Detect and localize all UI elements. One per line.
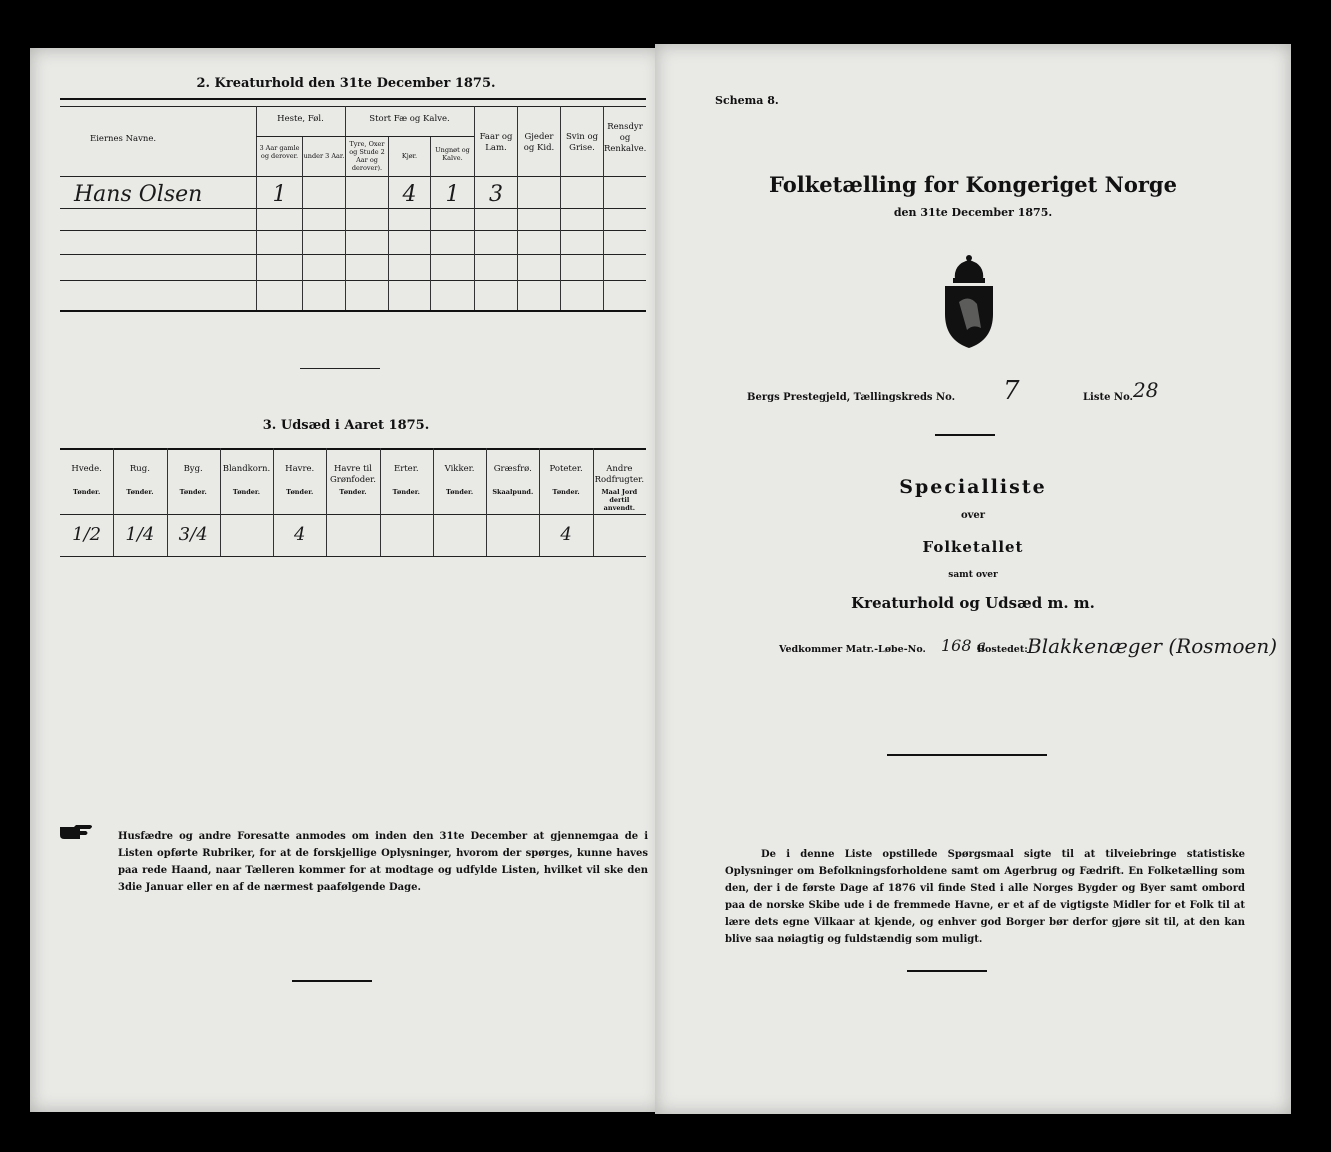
section3-title: 3. Udsæd i Aaret 1875.: [262, 418, 430, 433]
separator: [292, 980, 372, 982]
table3-value: 1/2: [72, 524, 102, 545]
table3-value: 3/4: [178, 524, 208, 545]
separator: [300, 368, 380, 369]
header-reindeer: Rensdyr og Renkalve.: [604, 122, 647, 154]
parish-label: Bergs Prestegjeld, Tællingskreds No.: [747, 392, 956, 403]
table3-bottom-rule: [60, 556, 646, 557]
table2-sub-rule: [345, 136, 474, 137]
table3-unit: Tønder.: [286, 488, 314, 496]
matr-number: 168 a: [941, 636, 987, 655]
header-cattle: Stort Fæ og Kalve.: [369, 114, 450, 124]
right-page: [655, 44, 1291, 1114]
horses-value: 1: [272, 182, 287, 207]
table3-value: 1/4: [125, 524, 155, 545]
liste-label: Liste No.: [1083, 392, 1134, 403]
table3-unit: Tønder.: [445, 488, 474, 496]
header-horses-sub1: 3 Aar gamle og derover.: [259, 144, 300, 160]
bosted-label: Bostedet:: [977, 644, 1028, 655]
header-horses: Heste, Føl.: [277, 114, 324, 124]
intro-text: De i denne Liste opstillede Spørgsmaal sigte til at tilveiebringe statistiske Oplysninger om Befolkningsforholdene samt om Agerbrug og Fædrift. En Folketælling som den, der i de første Dage af 1876 vil finde Sted i alle Norges Bygder og Byer samt ombord paa de norske Skibe ude i de fremmede Havne, er et af de vigtigste Midler for et Folk til at lære dets egne Vilkaar at kjende, og enhver god Borger bør derfor gjøre sit til, at den kan blive saa nøiagtig og fuldstændig som muligt.: [725, 849, 1245, 945]
header-cattle-sub2: Kjør.: [401, 152, 418, 160]
kreds-number: 7: [1003, 376, 1020, 406]
header-owner: Eiernes Navne.: [90, 134, 157, 144]
coat-of-arms-icon: [937, 254, 1001, 350]
liste-number: 28: [1133, 378, 1159, 402]
table2-row-rule: [60, 230, 646, 231]
table2-row-rule: [60, 280, 646, 281]
table3-value: 4: [560, 524, 572, 545]
notice-text: Husfædre og andre Foresatte anmodes om inden den 31te December at gjennemgaa de i Listen opførte Rubriker, for at de forskjellige Oplysninger, hvorom der spørges, kunne haves paa rede Haand, naar Tælleren kommer for at modtage og udfylde Listen, hvilket vil ske den 3die Januar eller en af de nærmest paafølgende Dage.: [118, 831, 648, 893]
table3-header: Havre til Grønfoder.: [329, 464, 376, 485]
header-cattle-sub1: Tyre, Oxer og Stude 2 Aar og derover).: [349, 140, 385, 172]
table3-header: Blandkorn.: [222, 464, 271, 474]
owner-name: Hans Olsen: [74, 182, 203, 207]
left-page: [30, 48, 662, 1112]
table3-unit: Tønder.: [73, 488, 101, 496]
table2-sub-rule: [256, 136, 345, 137]
table3-header: Vikker.: [444, 464, 475, 474]
folketallet-label: Folketallet: [922, 538, 1024, 556]
table3-unit: Tønder.: [126, 488, 154, 496]
separator: [907, 970, 987, 972]
separator: [935, 434, 995, 436]
table3-value: 4: [293, 524, 306, 545]
table2-bottom-rule: [60, 310, 646, 312]
table3-header: Byg.: [183, 464, 203, 474]
subtitle: den 31te December 1875.: [893, 206, 1053, 219]
table3-unit: Tønder.: [552, 488, 580, 496]
table2-col-line: [302, 136, 303, 310]
table3-unit: Tønder.: [232, 488, 261, 496]
table2-col-line: [388, 136, 389, 310]
bosted-value: Blakkenæger (Rosmoen): [1027, 634, 1278, 658]
table3-unit: Maal Jord dertil anvendt.: [601, 488, 638, 512]
table3-header: Græsfrø.: [493, 464, 532, 474]
table2-top-rule2: [60, 106, 646, 107]
table3-header: Poteter.: [549, 464, 583, 474]
header-cattle-sub3: Ungnøt og Kalve.: [435, 146, 470, 162]
header-sheep: Faar og Lam.: [479, 132, 513, 153]
table3-unit: Tønder.: [179, 488, 207, 496]
header-goats: Gjeder og Kid.: [523, 132, 555, 153]
section2-title: 2. Kreaturhold den 31te December 1875.: [196, 76, 496, 91]
matr-label: Vedkommer Matr.-Løbe-No.: [779, 644, 926, 655]
kreaturhold-label: Kreaturhold og Udsæd m. m.: [851, 594, 1095, 612]
table3-header: Rug.: [129, 464, 150, 474]
table2-header-rule: [60, 176, 646, 177]
samt-over-label: samt over: [948, 570, 998, 580]
table3-unit: Tønder.: [392, 488, 420, 496]
table3-unit: Tønder.: [339, 488, 367, 496]
header-horses-sub2: under 3 Aar.: [303, 152, 345, 160]
table3-unit: Skaalpund.: [492, 488, 534, 496]
main-title: Folketælling for Kongeriget Norge: [769, 172, 1177, 197]
specialliste-title: Specialliste: [899, 476, 1047, 498]
table2-row-rule: [60, 254, 646, 255]
separator: [887, 754, 1047, 756]
table3-header: Havre.: [285, 464, 315, 474]
table2-row-rule: [60, 208, 646, 209]
table3-header: Hvede.: [71, 464, 102, 474]
table2-col-line: [430, 136, 431, 310]
header-pigs: Svin og Grise.: [565, 132, 599, 153]
schema-label: Schema 8.: [715, 94, 779, 107]
table3-header: Andre Rodfrugter.: [594, 464, 645, 485]
table3-header-rule: [60, 514, 646, 515]
young-cattle-value: 1: [445, 182, 460, 207]
over-label: over: [960, 510, 986, 521]
table3-header: Erter.: [393, 464, 419, 474]
table3-top-rule: [60, 448, 646, 450]
table2-top-rule: [60, 98, 646, 100]
sheep-value: 3: [489, 182, 503, 207]
cows-value: 4: [402, 182, 417, 207]
pointing-hand-icon: [60, 824, 94, 840]
